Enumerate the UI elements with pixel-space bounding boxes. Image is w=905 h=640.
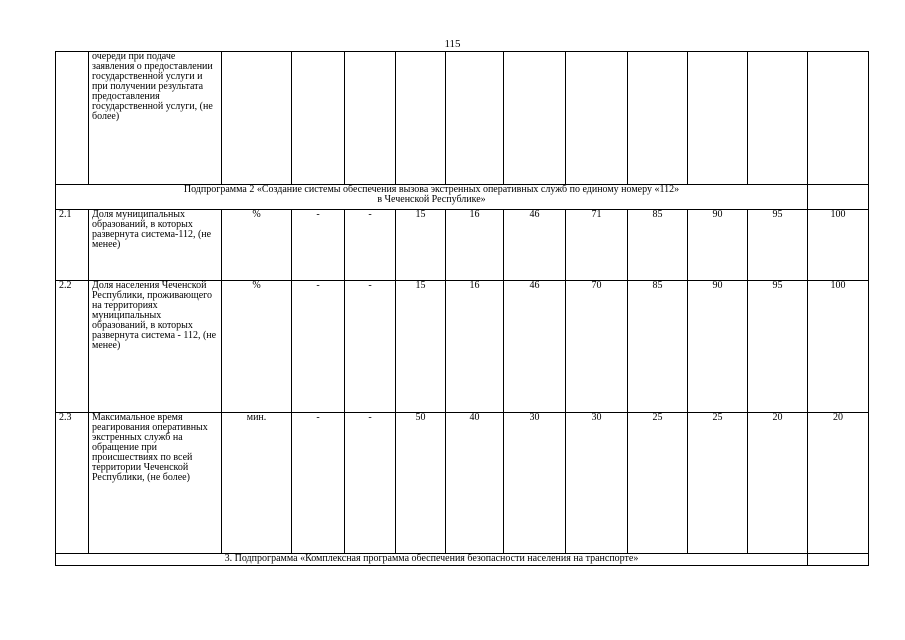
value-cell: 85 bbox=[628, 210, 688, 281]
value-cell: 40 bbox=[446, 413, 504, 554]
cell-empty bbox=[808, 185, 869, 210]
table-row bbox=[56, 210, 869, 281]
cell-empty bbox=[808, 554, 869, 566]
row-number: 2.1 bbox=[56, 210, 89, 281]
subprogram-3-header bbox=[56, 554, 869, 566]
indicator-name: Доля населения Чеченской Республики, проживающего на территориях муниципальных образований, в которых развернута система - 112, (не менее) bbox=[89, 281, 222, 413]
cell-value bbox=[566, 52, 628, 185]
cell-value bbox=[446, 52, 504, 185]
cell-value bbox=[292, 52, 345, 185]
value-cell: 20 bbox=[808, 413, 869, 554]
value-cell: 20 bbox=[748, 413, 808, 554]
indicator-name: Максимальное время реагирования оперативных экстренных служб на обращение при происшествиях по всей территории Чеченской Республики, (не более) bbox=[89, 413, 222, 554]
value-cell: 95 bbox=[748, 281, 808, 413]
value-cell: 90 bbox=[688, 210, 748, 281]
cell-num bbox=[56, 52, 89, 185]
value-cell: - bbox=[292, 413, 345, 554]
cell-value bbox=[345, 52, 396, 185]
value-cell: 95 bbox=[748, 210, 808, 281]
value-cell: 85 bbox=[628, 281, 688, 413]
cell-value bbox=[504, 52, 566, 185]
continued-row bbox=[56, 52, 869, 185]
value-cell: 71 bbox=[566, 210, 628, 281]
value-cell: 46 bbox=[504, 281, 566, 413]
value-cell: 30 bbox=[504, 413, 566, 554]
value-cell: 16 bbox=[446, 210, 504, 281]
cell-value bbox=[808, 52, 869, 185]
cell-unit bbox=[222, 52, 292, 185]
indicator-name: очереди при подаче заявления о предоставлении государственной услуги и при получении результата предоставления государственной услуги, (не более) bbox=[89, 52, 222, 185]
value-cell: - bbox=[292, 281, 345, 413]
value-cell: 15 bbox=[396, 210, 446, 281]
table-row bbox=[56, 281, 869, 413]
page-number: 115 bbox=[444, 38, 461, 50]
unit: % bbox=[222, 281, 292, 413]
subprogram-2-line2: в Чеченской Республике» bbox=[377, 194, 486, 205]
value-cell: 70 bbox=[566, 281, 628, 413]
cell-value bbox=[628, 52, 688, 185]
table-row bbox=[56, 413, 869, 554]
value-cell: 100 bbox=[808, 281, 869, 413]
value-cell: 50 bbox=[396, 413, 446, 554]
cell-value bbox=[688, 52, 748, 185]
value-cell: 46 bbox=[504, 210, 566, 281]
unit: % bbox=[222, 210, 292, 281]
value-cell: 90 bbox=[688, 281, 748, 413]
subprogram-3-title: 3. Подпрограмма «Комплексная программа обеспечения безопасности населения на транспорте» bbox=[56, 554, 808, 566]
subprogram-2-line1: Подпрограмма 2 «Создание системы обеспечения вызова экстренных оперативных служб по единому номеру «112» bbox=[183, 184, 680, 195]
value-cell: 15 bbox=[396, 281, 446, 413]
value-cell: 25 bbox=[688, 413, 748, 554]
subprogram-2-header bbox=[56, 185, 869, 210]
cell-value bbox=[748, 52, 808, 185]
unit: мин. bbox=[222, 413, 292, 554]
value-cell: 16 bbox=[446, 281, 504, 413]
indicator-name: Доля муниципальных образований, в которых развернута система-112, (не менее) bbox=[89, 210, 222, 281]
indicators-table bbox=[55, 51, 869, 566]
cell-value bbox=[396, 52, 446, 185]
subprogram-2-title bbox=[56, 185, 808, 210]
value-cell: - bbox=[292, 210, 345, 281]
row-number: 2.2 bbox=[56, 281, 89, 413]
row-number: 2.3 bbox=[56, 413, 89, 554]
value-cell: 25 bbox=[628, 413, 688, 554]
value-cell: 30 bbox=[566, 413, 628, 554]
value-cell: - bbox=[345, 210, 396, 281]
value-cell: 100 bbox=[808, 210, 869, 281]
value-cell: - bbox=[345, 281, 396, 413]
value-cell: - bbox=[345, 413, 396, 554]
